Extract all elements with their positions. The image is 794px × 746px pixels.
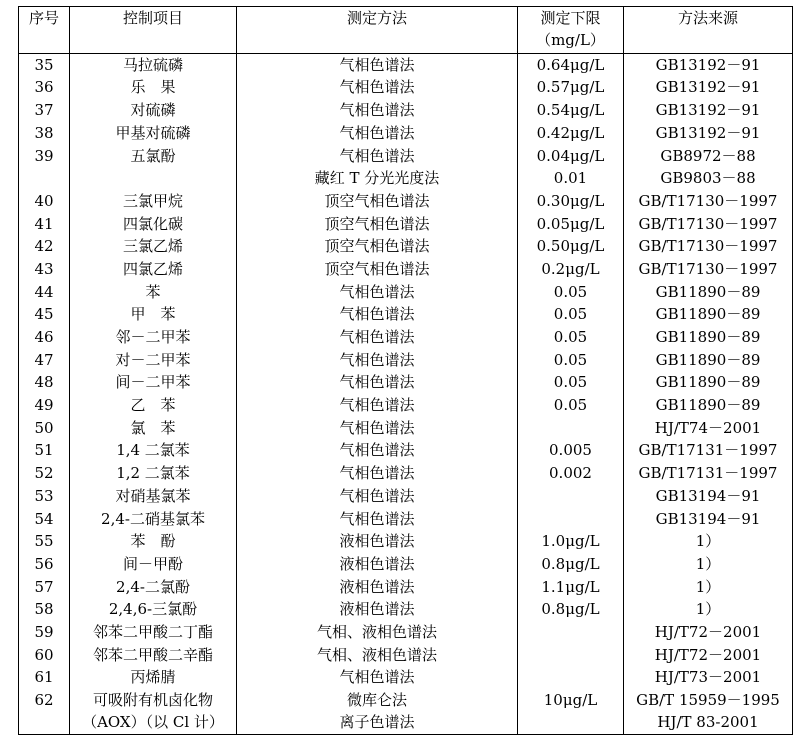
cell-method: 气相色谱法 bbox=[237, 507, 518, 530]
header-limit-label: 测定下限 bbox=[540, 9, 601, 27]
table-row bbox=[19, 507, 793, 530]
cell-source: 1） bbox=[624, 553, 793, 576]
cell-no: 57 bbox=[19, 575, 70, 598]
cell-limit: 1.1μg/L bbox=[518, 575, 624, 598]
cell-method: 气相色谱法 bbox=[237, 485, 518, 508]
table-row bbox=[19, 348, 793, 371]
cell-no: 51 bbox=[19, 439, 70, 462]
cell-item: 五氯酚 bbox=[70, 144, 237, 167]
cell-item: 对硝基氯苯 bbox=[70, 485, 237, 508]
cell-limit: 0.2μg/L bbox=[518, 258, 624, 281]
table-row bbox=[19, 666, 793, 689]
cell-method: 气相色谱法 bbox=[237, 462, 518, 485]
cell-source: GB13194－91 bbox=[624, 485, 793, 508]
cell-item: 2,4-二硝基氯苯 bbox=[70, 507, 237, 530]
cell-no: 52 bbox=[19, 462, 70, 485]
table-row bbox=[19, 54, 793, 77]
cell-item bbox=[70, 167, 237, 190]
cell-item: 四氯乙烯 bbox=[70, 258, 237, 281]
cell-no: 47 bbox=[19, 348, 70, 371]
table-row bbox=[19, 462, 793, 485]
table-row bbox=[19, 212, 793, 235]
cell-limit: 0.57μg/L bbox=[518, 76, 624, 99]
cell-method: 气相色谱法 bbox=[237, 280, 518, 303]
cell-item: 间－二甲苯 bbox=[70, 371, 237, 394]
table-row bbox=[19, 485, 793, 508]
cell-item: 邻－二甲苯 bbox=[70, 326, 237, 349]
cell-source: HJ/T72－2001 bbox=[624, 643, 793, 666]
cell-source: GB13192－91 bbox=[624, 122, 793, 145]
cell-method: 液相色谱法 bbox=[237, 575, 518, 598]
header-limit-unit: （mg/L） bbox=[536, 31, 605, 50]
header-method: 测定方法 bbox=[237, 7, 518, 54]
cell-item: 对硫磷 bbox=[70, 99, 237, 122]
cell-method: 气相色谱法 bbox=[237, 348, 518, 371]
table-row bbox=[19, 280, 793, 303]
cell-method: 气相色谱法 bbox=[237, 99, 518, 122]
cell-item: 1,4 二氯苯 bbox=[70, 439, 237, 462]
cell-limit: 0.05μg/L bbox=[518, 212, 624, 235]
cell-source: GB11890－89 bbox=[624, 348, 793, 371]
cell-no: 45 bbox=[19, 303, 70, 326]
cell-item: 2,4-二氯酚 bbox=[70, 575, 237, 598]
cell-no: 61 bbox=[19, 666, 70, 689]
cell-limit: 0.05 bbox=[518, 280, 624, 303]
cell-item: 2,4,6-三氯酚 bbox=[70, 598, 237, 621]
cell-method: 离子色谱法 bbox=[237, 711, 518, 734]
header-row bbox=[19, 7, 793, 54]
cell-source: GB13192－91 bbox=[624, 76, 793, 99]
table-row bbox=[19, 99, 793, 122]
cell-method: 顶空气相色谱法 bbox=[237, 258, 518, 281]
cell-method: 液相色谱法 bbox=[237, 598, 518, 621]
table-row bbox=[19, 167, 793, 190]
standards-table bbox=[18, 6, 793, 735]
cell-item: 三氯甲烷 bbox=[70, 190, 237, 213]
cell-limit: 10μg/L bbox=[518, 689, 624, 712]
cell-limit: 0.54μg/L bbox=[518, 99, 624, 122]
cell-limit bbox=[518, 485, 624, 508]
cell-no: 36 bbox=[19, 76, 70, 99]
cell-no: 35 bbox=[19, 54, 70, 77]
cell-source: GB13192－91 bbox=[624, 54, 793, 77]
cell-source: GB9803－88 bbox=[624, 167, 793, 190]
table-row bbox=[19, 326, 793, 349]
header-limit bbox=[518, 7, 624, 54]
cell-no: 62 bbox=[19, 689, 70, 712]
cell-method: 气相色谱法 bbox=[237, 666, 518, 689]
cell-limit: 0.64μg/L bbox=[518, 54, 624, 77]
cell-limit: 0.8μg/L bbox=[518, 553, 624, 576]
cell-source: GB/T17130－1997 bbox=[624, 190, 793, 213]
cell-source: GB/T17130－1997 bbox=[624, 258, 793, 281]
cell-item: 苯 酚 bbox=[70, 530, 237, 553]
cell-limit: 0.05 bbox=[518, 326, 624, 349]
cell-limit bbox=[518, 621, 624, 644]
cell-item: 三氯乙烯 bbox=[70, 235, 237, 258]
cell-no: 54 bbox=[19, 507, 70, 530]
cell-method: 气相色谱法 bbox=[237, 439, 518, 462]
table-row bbox=[19, 530, 793, 553]
cell-item: 可吸附有机卤化物 bbox=[70, 689, 237, 712]
cell-limit: 0.05 bbox=[518, 303, 624, 326]
cell-limit: 0.05 bbox=[518, 371, 624, 394]
table-row bbox=[19, 711, 793, 734]
table-row bbox=[19, 303, 793, 326]
table-row bbox=[19, 144, 793, 167]
cell-method: 气相色谱法 bbox=[237, 303, 518, 326]
cell-method: 气相色谱法 bbox=[237, 417, 518, 440]
cell-limit: 0.002 bbox=[518, 462, 624, 485]
cell-method: 气相色谱法 bbox=[237, 144, 518, 167]
cell-limit bbox=[518, 666, 624, 689]
cell-method: 气相色谱法 bbox=[237, 326, 518, 349]
cell-item: 苯 bbox=[70, 280, 237, 303]
cell-source: GB11890－89 bbox=[624, 303, 793, 326]
cell-source: HJ/T72－2001 bbox=[624, 621, 793, 644]
cell-no: 46 bbox=[19, 326, 70, 349]
cell-method: 藏红 T 分光光度法 bbox=[237, 167, 518, 190]
cell-source: GB11890－89 bbox=[624, 371, 793, 394]
cell-no: 42 bbox=[19, 235, 70, 258]
table-row bbox=[19, 417, 793, 440]
cell-item: 马拉硫磷 bbox=[70, 54, 237, 77]
cell-limit bbox=[518, 643, 624, 666]
cell-method: 气相色谱法 bbox=[237, 371, 518, 394]
cell-source: HJ/T73－2001 bbox=[624, 666, 793, 689]
table-row bbox=[19, 643, 793, 666]
cell-item: 甲基对硫磷 bbox=[70, 122, 237, 145]
cell-source: HJ/T 83-2001 bbox=[624, 711, 793, 734]
cell-limit bbox=[518, 507, 624, 530]
table-row bbox=[19, 439, 793, 462]
cell-no bbox=[19, 711, 70, 734]
table-row bbox=[19, 575, 793, 598]
cell-limit: 0.04μg/L bbox=[518, 144, 624, 167]
cell-method: 气相色谱法 bbox=[237, 54, 518, 77]
table-row bbox=[19, 553, 793, 576]
cell-source: GB11890－89 bbox=[624, 394, 793, 417]
cell-limit: 0.8μg/L bbox=[518, 598, 624, 621]
cell-no: 58 bbox=[19, 598, 70, 621]
cell-no: 41 bbox=[19, 212, 70, 235]
cell-source: GB/T17131－1997 bbox=[624, 462, 793, 485]
cell-no: 37 bbox=[19, 99, 70, 122]
cell-method: 气相色谱法 bbox=[237, 394, 518, 417]
cell-item: （AOX）（以 Cl 计） bbox=[70, 711, 237, 734]
header-item: 控制项目 bbox=[70, 7, 237, 54]
cell-limit: 0.42μg/L bbox=[518, 122, 624, 145]
table-row bbox=[19, 258, 793, 281]
cell-source: GB/T17130－1997 bbox=[624, 235, 793, 258]
cell-source: 1） bbox=[624, 575, 793, 598]
cell-limit: 0.005 bbox=[518, 439, 624, 462]
cell-item: 氯 苯 bbox=[70, 417, 237, 440]
cell-source: GB/T17130－1997 bbox=[624, 212, 793, 235]
cell-item: 邻苯二甲酸二辛酯 bbox=[70, 643, 237, 666]
cell-limit: 0.05 bbox=[518, 394, 624, 417]
cell-no: 59 bbox=[19, 621, 70, 644]
cell-item: 1,2 二氯苯 bbox=[70, 462, 237, 485]
cell-item: 邻苯二甲酸二丁酯 bbox=[70, 621, 237, 644]
table-row bbox=[19, 190, 793, 213]
cell-no: 40 bbox=[19, 190, 70, 213]
cell-no: 43 bbox=[19, 258, 70, 281]
cell-item: 乐 果 bbox=[70, 76, 237, 99]
cell-source: 1） bbox=[624, 530, 793, 553]
cell-no: 48 bbox=[19, 371, 70, 394]
table-row bbox=[19, 235, 793, 258]
cell-method: 气相色谱法 bbox=[237, 122, 518, 145]
cell-item: 丙烯腈 bbox=[70, 666, 237, 689]
cell-limit bbox=[518, 711, 624, 734]
table-row bbox=[19, 598, 793, 621]
table-row bbox=[19, 371, 793, 394]
cell-no: 38 bbox=[19, 122, 70, 145]
cell-method: 液相色谱法 bbox=[237, 553, 518, 576]
cell-item: 四氯化碳 bbox=[70, 212, 237, 235]
cell-item: 乙 苯 bbox=[70, 394, 237, 417]
cell-method: 顶空气相色谱法 bbox=[237, 212, 518, 235]
cell-source: GB8972－88 bbox=[624, 144, 793, 167]
cell-method: 气相、液相色谱法 bbox=[237, 643, 518, 666]
cell-no: 56 bbox=[19, 553, 70, 576]
cell-limit: 1.0μg/L bbox=[518, 530, 624, 553]
cell-no: 55 bbox=[19, 530, 70, 553]
cell-item: 对－二甲苯 bbox=[70, 348, 237, 371]
cell-source: GB/T17131－1997 bbox=[624, 439, 793, 462]
header-no: 序号 bbox=[19, 7, 70, 54]
cell-source: HJ/T74－2001 bbox=[624, 417, 793, 440]
cell-limit: 0.05 bbox=[518, 348, 624, 371]
table-row bbox=[19, 689, 793, 712]
cell-limit bbox=[518, 417, 624, 440]
table-row bbox=[19, 621, 793, 644]
table-row bbox=[19, 76, 793, 99]
table-row bbox=[19, 122, 793, 145]
cell-item: 间－甲酚 bbox=[70, 553, 237, 576]
cell-source: GB11890－89 bbox=[624, 280, 793, 303]
cell-source: GB13194－91 bbox=[624, 507, 793, 530]
cell-no: 60 bbox=[19, 643, 70, 666]
cell-no: 39 bbox=[19, 144, 70, 167]
header-source: 方法来源 bbox=[624, 7, 793, 54]
table-row bbox=[19, 394, 793, 417]
cell-source: GB13192－91 bbox=[624, 99, 793, 122]
cell-limit: 0.50μg/L bbox=[518, 235, 624, 258]
cell-no: 53 bbox=[19, 485, 70, 508]
cell-method: 顶空气相色谱法 bbox=[237, 190, 518, 213]
cell-no: 50 bbox=[19, 417, 70, 440]
cell-source: GB/T 15959－1995 bbox=[624, 689, 793, 712]
cell-item: 甲 苯 bbox=[70, 303, 237, 326]
cell-method: 顶空气相色谱法 bbox=[237, 235, 518, 258]
cell-method: 液相色谱法 bbox=[237, 530, 518, 553]
cell-no bbox=[19, 167, 70, 190]
cell-limit: 0.30μg/L bbox=[518, 190, 624, 213]
cell-limit: 0.01 bbox=[518, 167, 624, 190]
cell-method: 气相、液相色谱法 bbox=[237, 621, 518, 644]
cell-source: 1） bbox=[624, 598, 793, 621]
cell-method: 微库仑法 bbox=[237, 689, 518, 712]
cell-no: 44 bbox=[19, 280, 70, 303]
cell-method: 气相色谱法 bbox=[237, 76, 518, 99]
cell-no: 49 bbox=[19, 394, 70, 417]
cell-source: GB11890－89 bbox=[624, 326, 793, 349]
